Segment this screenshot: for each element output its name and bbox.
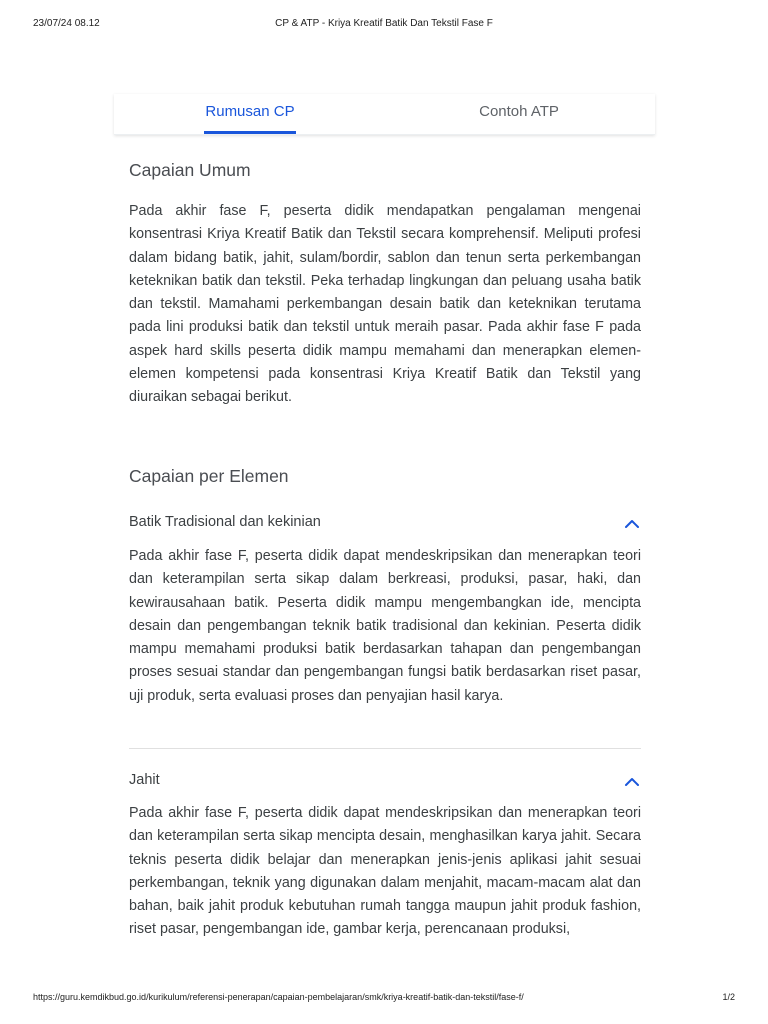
print-header [33, 18, 735, 32]
active-tab-indicator [204, 131, 296, 134]
chevron-up-icon[interactable] [623, 516, 641, 530]
capaian-umum-heading: Capaian Umum [129, 160, 251, 180]
accordion-divider [129, 748, 641, 749]
accordion-jahit-header[interactable] [129, 770, 641, 794]
tab-contoh-atp-label: Contoh ATP [479, 103, 559, 120]
print-title: CP & ATP - Kriya Kreatif Batik Dan Tekstil Fase F [275, 18, 493, 29]
accordion-batik-title: Batik Tradisional dan kekinian [129, 514, 321, 530]
tab-rumusan-cp[interactable] [204, 94, 296, 134]
tab-contoh-atp[interactable] [469, 94, 569, 134]
chevron-up-icon[interactable] [623, 774, 641, 788]
print-datetime: 23/07/24 08.12 [33, 18, 100, 29]
print-url: https://guru.kemdikbud.go.id/kurikulum/referensi-penerapan/capaian-pembelajaran/smk/kriya-kreatif-batik-dan-tekstil/fase-f/ [33, 992, 524, 1002]
capaian-elemen-heading: Capaian per Elemen [129, 466, 289, 486]
accordion-jahit-text: Pada akhir fase F, peserta didik dapat mendeskripsikan dan menerapkan teori dan keterampilan serta sikap mencipta desain, menghasilkan karya jahit. Secara teknis peserta didik belajar dan menerapkan jenis-jenis aplikasi jahit sesuai perkembangan, teknik yang digunakan dalam menjahit, macam-macam alat dan bahan, baik jahit produk kebutuhan rumah tangga maupun jahit produk fashion, riset pasar, pengembangan ide, gambar kerja, perencanaan produksi, [129, 805, 641, 938]
capaian-umum-text: Pada akhir fase F, peserta didik mendapatkan pengalaman mengenai konsentrasi Kriya Kreatif Batik dan Tekstil secara komprehensif. Meliputi profesi dalam bidang batik, jahit, sulam/bordir, sablon dan tenun serta perkembangan keteknikan batik dan tekstil. Peka terhadap lingkungan dan peluang usaha batik dan tekstil. Mamahami perkembangan desain batik dan keteknikan terutama pada lini produksi batik dan tekstil untuk meraih pasar. Pada akhir fase F pada aspek hard skills peserta didik mampu memahami dan menerapkan elemen-elemen kompetensi pada konsentrasi Kriya Kreatif Batik dan Tekstil yang diuraikan sebagai berikut. [129, 203, 641, 406]
accordion-batik-text: Pada akhir fase F, peserta didik dapat mendeskripsikan dan menerapkan teori dan keterampilan serta sikap dalam berkreasi, produksi, pasar, haki, dan kewirausahaan batik. Peserta didik mampu mengembangkan ide, mencipta desain dan pengembangan teknik batik tradisional dan kekinian. Peserta didik mampu memahami produksi batik berdasarkan tahapan dan pengembangan proses sesuai standar dan pengembangan fungsi batik berdasarkan riset pasar, uji produk, serta evaluasi proses dan penyajian hasil karya. [129, 548, 641, 704]
print-page-number: 1/2 [722, 992, 735, 1002]
tab-bar [114, 94, 655, 135]
tab-rumusan-cp-label: Rumusan CP [205, 103, 295, 120]
accordion-batik-header[interactable] [129, 512, 641, 536]
print-footer [33, 992, 735, 1006]
accordion-jahit-title: Jahit [129, 772, 160, 788]
